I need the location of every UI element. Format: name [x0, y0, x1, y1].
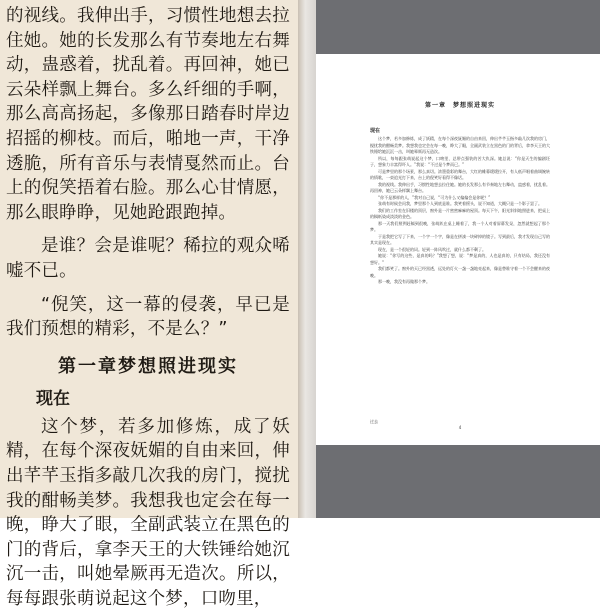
doc-chapter-title: 第一章 梦想照进现实 — [424, 102, 495, 109]
paragraph: 是谁？会是谁呢？稀拉的观众唏嘘不已。 — [6, 236, 290, 281]
chapter-title: 第一章梦想照进现实 — [58, 355, 238, 377]
paragraph: 这个梦，若多加修炼，成了妖精，在每个深夜妩媚的自由来回，伸出芊芊玉指多敲几次我的房门，搅扰我的酣畅美梦。我想我也定会在每一晚，睁大了眼，全副武装立在黑色的门的背后，拿李天王的大铁锤给她沉沉一击，叫她晕厥再无造次。所以，每每跟张萌说起这个梦，口吻里， — [6, 416, 290, 609]
paragraph: “倪笑，这一幕的侵袭，早已是我们预想的精彩，不是么？” — [6, 294, 290, 340]
doc-paragraph: 现在，是一个很轻的词。轻到一阵风吹过，就什么都不剩了。 — [378, 246, 486, 252]
doc-footer-text: 过去 — [370, 419, 378, 424]
doc-paragraph: 那一天我们照例赶稿到很晚，张萌趴在桌上睡着了，我一个人对着屏幕发呆，忽然就想起了那个梦。 — [370, 220, 550, 232]
viewer-top-bar — [316, 0, 600, 54]
viewer-bottom-bar — [316, 445, 600, 518]
reader-left-page[interactable] — [0, 0, 298, 609]
doc-section-title: 现在 — [370, 128, 381, 134]
page-divider — [298, 0, 316, 518]
doc-paragraph: 我的视线。我伸出手，习惯性地想去拉住她。她的长发那么有节奏地左右舞动，蛊惑着，扰乱着。再回神，她已云朵样飘上舞台。 — [370, 181, 550, 193]
paragraph: 的视线。我伸出手，习惯性地想去拉住她。她的长发那么有节奏地左右舞动，蛊惑着，扰乱着。再回神，她已云朵样飘上舞台。多么纤细的手啊，那么高高扬起，多像那日踏春时岸边招摇的柳枝。而后，啪地一声，干净透脆，所有音乐与表情戛然而止。台上的倪笑捂着右脸。那么心甘情愿，那么眼睁睁，见她跄跟跑掉。 — [6, 6, 290, 223]
reader-right-page[interactable] — [316, 0, 600, 518]
doc-paragraph: 可是梦里的那个场景，那么真切。浓墨重彩的舞台，大红的帷幕缓缓拉开，有人低声唱着曲调婉转的情歌，一束追光打下来，台上的倪笑好看得不像话。 — [370, 168, 550, 180]
doc-paragraph: 所以，每每跟张萌说起这个梦，口吻里，总带点强装的苦大仇深。她总说：“你是天生的编剧坯子，想象力丰富得吓人。”我说：“不过是个梦而已。” — [370, 155, 550, 167]
document-page — [370, 100, 550, 440]
page-number: 4 — [458, 425, 462, 430]
doc-paragraph: 我们都笑了。窗外的天已经黑透，远处的灯火一盏一盏地亮起来，像是替谁守着一个不会醒来的夜晚。 — [370, 266, 550, 278]
doc-paragraph: “你不是那样的人，”我对自己说，“可为什么又偏偏会是你呢？” — [378, 194, 491, 200]
doc-paragraph: 她说：“你写的这些，是真的吗？”我想了想，说：“梦是真的，人也是真的，只有结局，我还没有想好。” — [370, 253, 550, 265]
section-title: 现在 — [36, 388, 70, 409]
doc-paragraph: 我们的工作室在旧楼的顶层，窗外是一片密密麻麻的屋顶。每天下午，阳光斜斜地照进来，把桌上的稿纸染成淡淡的金色。 — [370, 207, 550, 219]
doc-paragraph: 这个梦，若多加修炼，成了妖精，在每个深夜妩媚的自由来回，伸出芊芊玉指多敲几次我的房门，搅扰我的酣畅美梦。我想我也定会在每一晚，睁大了眼，全副武装立在黑色的门的背后，拿李天王的大铁锤给她沉沉一击，叫她晕厥再无造次。 — [370, 136, 550, 154]
doc-paragraph: 那一晚，我没有再做那个梦。 — [378, 279, 430, 284]
doc-paragraph: 于是我把它写了下来，一个字一个字，像是在拼凑一块碎掉的镜子。写到最后，我才发现自己写的其实是现在。 — [370, 233, 550, 245]
doc-paragraph: 张萌有时候会问我，梦里那个人到底是谁。我笑着摇头，说不知道，大概只是一个影子罢了。 — [378, 201, 542, 206]
